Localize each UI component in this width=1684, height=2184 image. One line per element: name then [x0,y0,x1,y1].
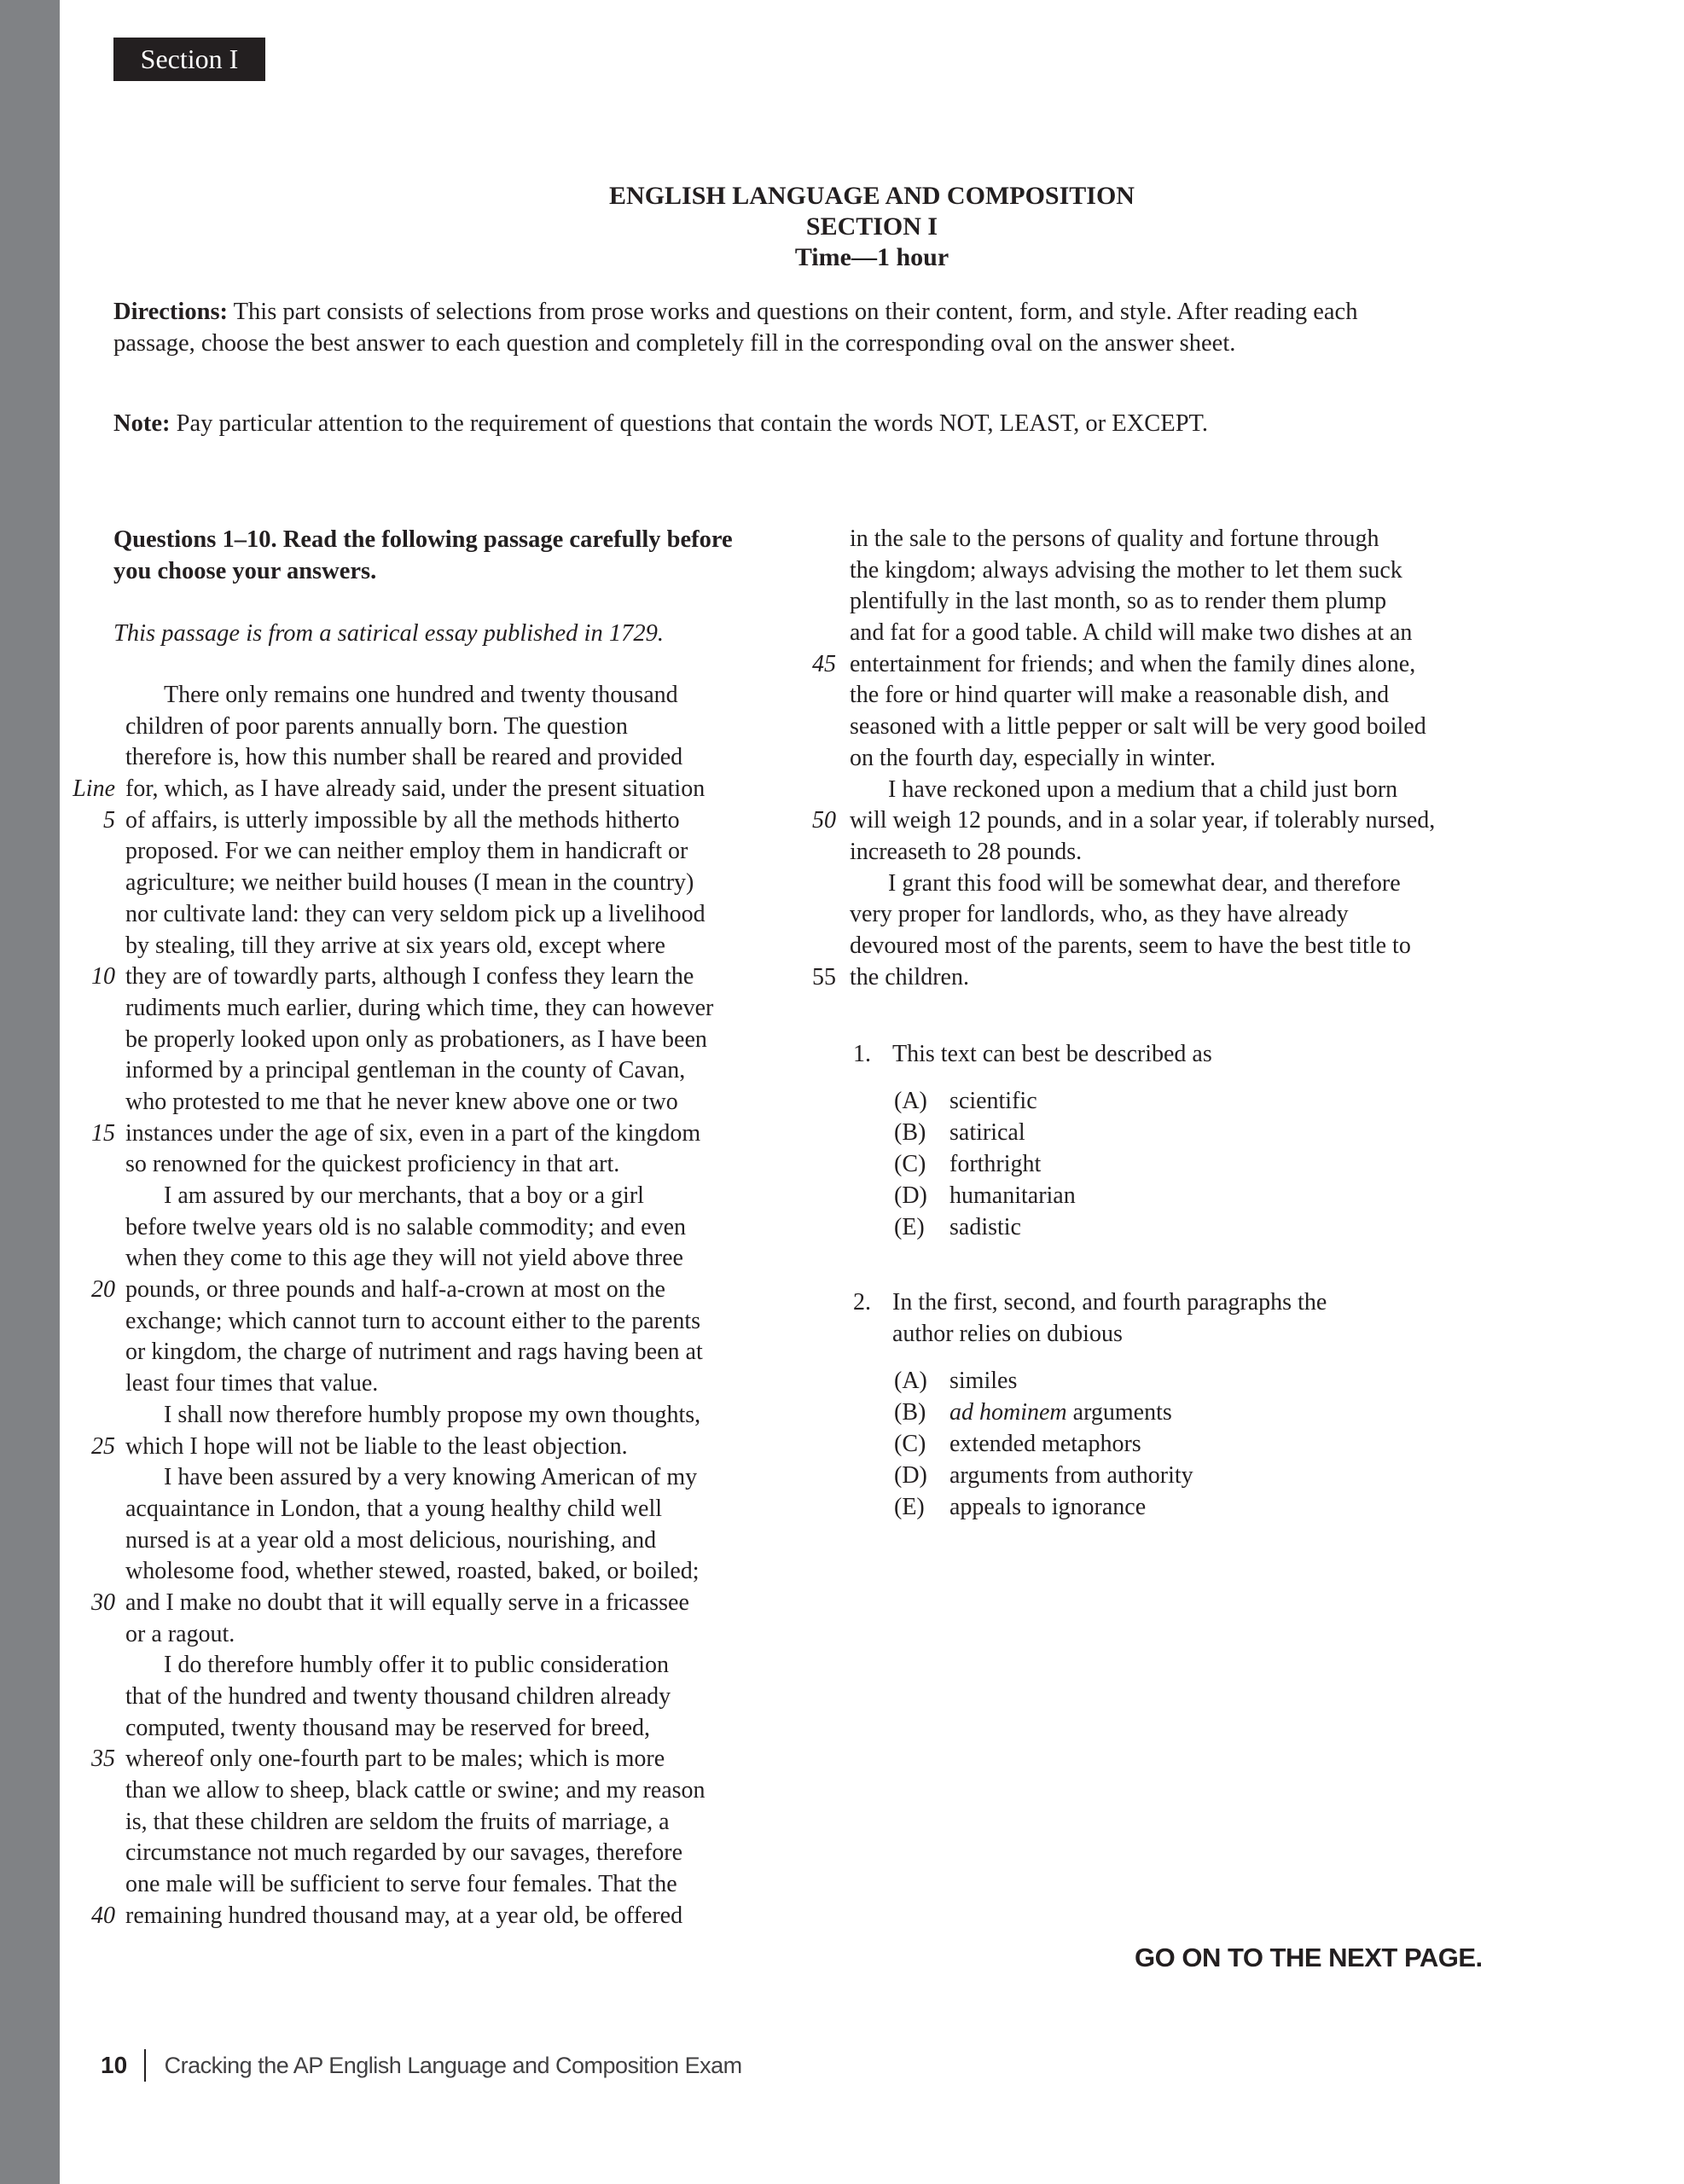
choice-letter: (D) [894,1462,927,1489]
passage-line [60,1181,810,1212]
passage-line [60,1118,810,1150]
passage-line-text: increaseth to 28 pounds. [850,838,1083,865]
passage-line [60,1682,810,1713]
section-tab: Section I [113,38,265,81]
choice-text: extended metaphors [949,1431,1141,1457]
choice-letter: (E) [894,1214,925,1240]
passage-line-text: so renowned for the quickest proficiency in that art. [125,1151,620,1178]
passage-line-text: acquaintance in London, that a young healthy child well [125,1495,663,1522]
passage-line-text: in the sale to the persons of quality and fortune through [850,526,1379,552]
passage-line-text: which I hope will not be liable to the least objection. [125,1432,628,1460]
passage-line-text: I shall now therefore humbly propose my own thoughts, [164,1401,701,1428]
choice-letter: (E) [894,1494,925,1520]
passage-line [793,555,1519,587]
passage-line [793,743,1519,775]
passage-line-text: circumstance not much regarded by our savages, therefore [125,1839,683,1867]
line-number: 10 [91,963,115,990]
line-number: 45 [812,650,836,677]
line-number: 35 [91,1745,115,1773]
passage-line-text: I am assured by our merchants, that a boy or a girl [164,1182,644,1209]
passage-line-text: very proper for landlords, who, as they have already [850,901,1349,928]
passage-line-text: of affairs, is utterly impossible by all the methods hitherto [125,806,680,834]
choice-text [949,1397,1172,1428]
passage-line-text: the kingdom; always advising the mother to let them suck [850,556,1402,584]
passage-line-text: whereof only one-fourth part to be males; which is more [125,1745,665,1773]
passage-line [60,712,810,743]
passage-line-text: by stealing, till they arrive at six years old, except where [125,932,665,959]
passage-line [793,680,1519,712]
choice-letter: (D) [894,1182,927,1209]
line-number: 55 [812,963,836,990]
directions-text-2: passage, choose the best answer to each question and completely fill in the corresponding oval on the answer sheet. [113,330,1236,357]
choice-text: forthright [949,1151,1042,1177]
passage-line [60,1556,810,1588]
questions-intro [113,524,796,587]
question-number: 2. [853,1289,871,1316]
passage-line [60,961,810,993]
passage-line-text: the children. [850,963,969,990]
choice-letter: (C) [894,1151,926,1177]
choice-text: sadistic [949,1214,1021,1240]
passage-line-text: I grant this food will be somewhat dear, and therefore [888,869,1401,897]
passage-line [60,1744,810,1775]
choice-text: similes [949,1368,1018,1394]
passage-line [793,837,1519,868]
passage-line-text: plentifully in the last month, so as to render them plump [850,588,1387,615]
directions-label: Directions: [113,299,229,325]
passage-line [60,836,810,868]
passage-line [793,712,1519,743]
line-number: 50 [812,807,836,834]
passage-line [60,1525,810,1557]
choice-text: scientific [949,1088,1037,1114]
note-text: Pay particular attention to the requirement of questions that contain the words NOT, LEAST, or EXCEPT. [170,410,1208,437]
passage-line-text: one male will be sufficient to serve four females. That the [125,1871,677,1898]
passage-line [60,1713,810,1745]
questions-intro-line: you choose your answers. [113,558,377,584]
passage-line [60,742,810,774]
passage-line-text: rudiments much earlier, during which time, they can however [125,994,714,1021]
passage-line-text: children of poor parents annually born. The question [125,712,628,740]
line-number: 15 [91,1119,115,1147]
passage-line [60,1087,810,1118]
passage-line-text: and fat for a good table. A child will make two dishes at an [850,619,1413,647]
passage-line-text: entertainment for friends; and when the family dines alone, [850,650,1416,677]
passage-line-text: or a ragout. [125,1620,235,1647]
passage-line [60,1494,810,1525]
passage-line-text: who protested to me that he never knew above one or two [125,1088,678,1115]
page-number: 10 [101,2052,128,2078]
passage-right-column [793,524,1519,993]
passage-line [60,680,810,712]
passage-line [793,649,1519,681]
go-on-next-page: GO ON TO THE NEXT PAGE. [1135,1943,1483,1972]
passage-line-text: be properly looked upon only as probationers, as I have been [125,1025,707,1053]
exam-heading [0,181,1684,273]
passage-line-text: will weigh 12 pounds, and in a solar year, if tolerably nursed, [850,807,1436,834]
passage-line [60,1462,810,1494]
passage-line [793,899,1519,931]
passage-line [793,868,1519,900]
choice-letter: (A) [894,1088,927,1114]
passage-left-column [60,680,810,1932]
passage-line-text: informed by a principal gentleman in the county of Cavan, [125,1057,686,1084]
passage-line-text: for, which, as I have already said, under the present situation [125,775,706,803]
passage-line-text: when they come to this age they will not yield above three [125,1245,683,1272]
passage-line [60,1243,810,1275]
note-label: Note: [113,410,171,437]
choice-text: appeals to ignorance [949,1494,1147,1520]
passage-line [60,1400,810,1432]
passage-line [60,1368,810,1400]
passage-line [60,899,810,931]
passage-line-text: nursed is at a year old a most delicious, nourishing, and [125,1526,657,1554]
passage-line-text: on the fourth day, especially in winter. [850,744,1216,771]
question-number: 1. [853,1041,871,1067]
passage-line [60,1275,810,1306]
passage-line [60,1212,810,1244]
passage-line-text: that of the hundred and twenty thousand children already [125,1683,671,1710]
passage-line [60,1807,810,1838]
passage-line-text: least four times that value. [125,1370,379,1397]
passage-line [60,1838,810,1869]
exam-title: ENGLISH LANGUAGE AND COMPOSITION [609,182,1135,210]
passage-line [793,618,1519,649]
page-edge-bar [0,0,60,2184]
choice-text-italic: ad hominem [949,1399,1067,1426]
line-number: Line [73,775,115,803]
passage-line [793,931,1519,962]
passage-line-text: I do therefore humbly offer it to public consideration [164,1652,669,1679]
passage-line [60,1432,810,1463]
passage-line [793,586,1519,618]
choice-text: arguments from authority [949,1462,1193,1489]
passage-line [793,805,1519,837]
choice-letter: (A) [894,1368,927,1394]
page-footer [101,2049,742,2082]
passage-line [793,524,1519,555]
passage-line-text: computed, twenty thousand may be reserved for breed, [125,1714,651,1741]
passage-line-text: than we allow to sheep, black cattle or swine; and my reason [125,1777,706,1804]
question-stem-line: author relies on dubious [892,1321,1123,1347]
passage-line-text: before twelve years old is no salable commodity; and even [125,1213,687,1240]
passage-line [60,931,810,962]
passage-line [60,1337,810,1368]
passage-line-text: pounds, or three pounds and half-a-crown at most on the [125,1276,665,1304]
choice-letter: (B) [894,1119,926,1146]
passage-line [60,1055,810,1087]
passage-line-text: I have reckoned upon a medium that a child just born [888,775,1398,803]
question-stem [892,1287,1489,1350]
passage-line [60,1149,810,1181]
question-2 [853,1287,1501,1350]
passage-line-text: I have been assured by a very knowing American of my [164,1464,698,1491]
question-stem: This text can best be described as [892,1041,1212,1067]
passage-line-text: or kingdom, the charge of nutriment and rags having been at [125,1339,703,1366]
choice-text: humanitarian [949,1182,1076,1209]
passage-line-text: wholesome food, whether stewed, roasted, baked, or boiled; [125,1558,700,1585]
time-limit: Time—1 hour [794,243,949,271]
passage-line [60,1025,810,1056]
book-title: Cracking the AP English Language and Composition Exam [164,2052,742,2078]
passage-line [60,1619,810,1651]
choice-letter: (B) [894,1399,926,1426]
passage-line [60,774,810,805]
passage-line [60,1650,810,1682]
passage-line [60,1306,810,1338]
passage-line [60,993,810,1025]
passage-line [60,1869,810,1901]
question-stem-line: In the first, second, and fourth paragraphs the [892,1289,1327,1316]
passage-line-text: the fore or hind quarter will make a reasonable dish, and [850,682,1390,709]
choice-letter: (C) [894,1431,926,1457]
section-title: SECTION I [805,212,938,241]
questions-intro-line: Questions 1–10. Read the following passage carefully before [113,526,733,553]
passage-line [60,868,810,899]
passage-line [60,805,810,837]
directions [113,296,1513,359]
passage-line-text: and I make no doubt that it will equally serve in a fricassee [125,1589,689,1616]
note [113,408,1513,439]
passage-line [793,775,1519,806]
passage-line-text: seasoned with a little pepper or salt will be very good boiled [850,713,1426,741]
line-number: 25 [91,1432,115,1460]
passage-line [60,1901,810,1932]
choice-text: satirical [949,1119,1025,1146]
passage-line-text: There only remains one hundred and twenty thousand [164,682,678,708]
passage-line-text: instances under the age of six, even in a part of the kingdom [125,1119,701,1147]
passage-line-text: remaining hundred thousand may, at a year old, be offered [125,1902,683,1929]
passage-line [60,1588,810,1619]
line-number: 5 [103,806,115,834]
passage-line-text: is, that these children are seldom the fruits of marriage, a [125,1808,670,1835]
passage-source-note: This passage is from a satirical essay published in 1729. [113,620,664,647]
passage-line-text: agriculture; we neither build houses (I mean in the country) [125,869,694,897]
passage-line-text: therefore is, how this number shall be reared and provided [125,744,683,771]
passage-line-text: exchange; which cannot turn to account either to the parents [125,1307,701,1334]
passage-line-text: proposed. For we can neither employ them in handicraft or [125,838,688,865]
choice-text-rest: arguments [1066,1399,1172,1426]
line-number: 20 [91,1276,115,1304]
line-number: 40 [91,1902,115,1929]
line-number: 30 [91,1589,115,1616]
passage-line-text: devoured most of the parents, seem to have the best title to [850,932,1411,959]
passage-line [793,962,1519,994]
passage-line-text: nor cultivate land: they can very seldom pick up a livelihood [125,900,706,927]
footer-divider [144,2049,146,2082]
passage-line-text: they are of towardly parts, although I confess they learn the [125,963,694,990]
passage-line [60,1775,810,1807]
directions-text-1: This part consists of selections from prose works and questions on their content, form, and style. After reading each [228,299,1358,325]
